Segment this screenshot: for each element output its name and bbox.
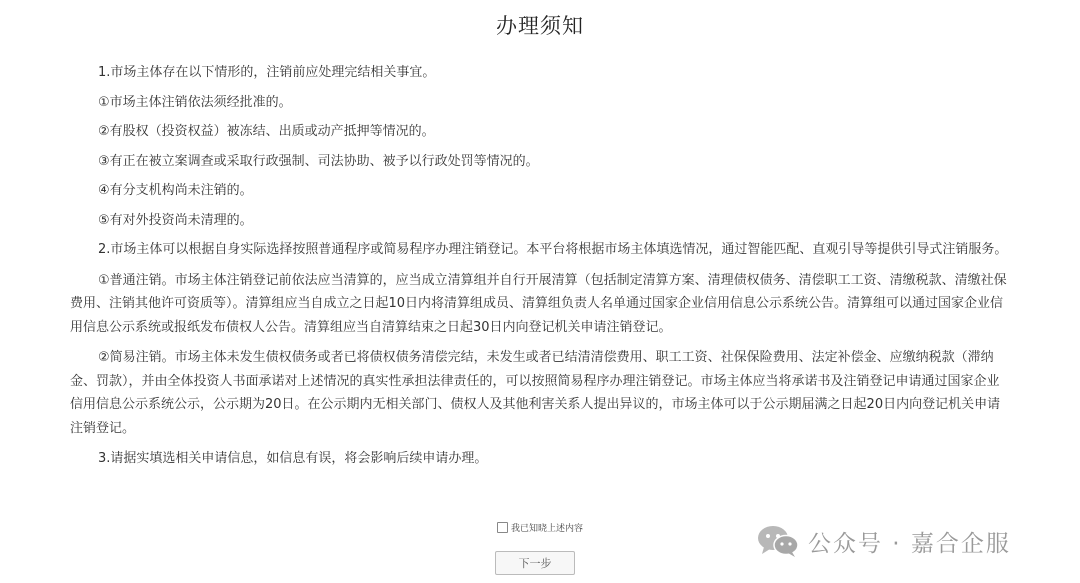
watermark-text: 公众号 · 嘉合企服 <box>808 530 1011 557</box>
notice-item-1-1: ①市场主体注销依法须经批准的。 <box>98 94 292 110</box>
wechat-icon <box>756 524 800 558</box>
notice-item-3: 3.请据实填选相关申请信息，如信息有误，将会影响后续申请办理。 <box>98 451 488 466</box>
notice-item-2-1: ①普通注销。市场主体注销登记前依法应当清算的，应当成立清算组并自行开展清算（包括制定清算方案、清理债权债务、清偿职工工资、清缴税款、清缴社保费用、注销其他许可资质等）。清算组应当自成立之日起10日内将清算组成员、清算组负责人名单通过国家企业信用信息公示系统公告。清算组可以通过国家企业信用信息公示系统或报纸发布债权人公告。清算组应当自清算结束之日起30日内向登记机关申请注销登记。 <box>70 272 1007 335</box>
notice-item-1-4: ④有分支机构尚未注销的。 <box>98 183 253 198</box>
notice-item-1-5: ⑤有对外投资尚未清理的。 <box>98 212 253 228</box>
notice-item-1-2: ②有股权（投资权益）被冻结、出质或动产抵押等情况的。 <box>98 124 435 139</box>
notice-body <box>70 61 1008 477</box>
notice-item-1: 1.市场主体存在以下情形的，注销前应处理完结相关事宜。 <box>98 65 436 80</box>
notice-item-1-3: ③有正在被立案调查或采取行政强制、司法协助、被予以行政处罚等情况的。 <box>98 153 539 169</box>
next-button[interactable]: 下一步 <box>495 551 575 575</box>
notice-item-2: 2.市场主体可以根据自身实际选择按照普通程序或简易程序办理注销登记。本平台将根据市场主体填选情况，通过智能匹配、直观引导等提供引导式注销服务。 <box>98 242 1008 257</box>
notice-item-2-2: ②简易注销。市场主体未发生债权债务或者已将债权债务清偿完结，未发生或者已结清清偿费用、职工工资、社保保险费用、法定补偿金、应缴纳税款（滞纳金、罚款），并由全体投资人书面承诺对上述情况的真实性承担法律责任的，可以按照简易程序办理注销登记。市场主体应当将承诺书及注销登记申请通过国家企业信用信息公示系统公示，公示期为20日。在公示期内无相关部门、债权人及其他利害关系人提出异议的，市场主体可以于公示期届满之日起20日内向登记机关申请注销登记。 <box>70 350 1001 436</box>
watermark <box>756 521 1011 561</box>
agree-checkbox[interactable] <box>497 522 508 533</box>
page-title: 办理须知 <box>496 14 584 38</box>
agree-label[interactable]: 我已知晓上述内容 <box>510 524 583 534</box>
